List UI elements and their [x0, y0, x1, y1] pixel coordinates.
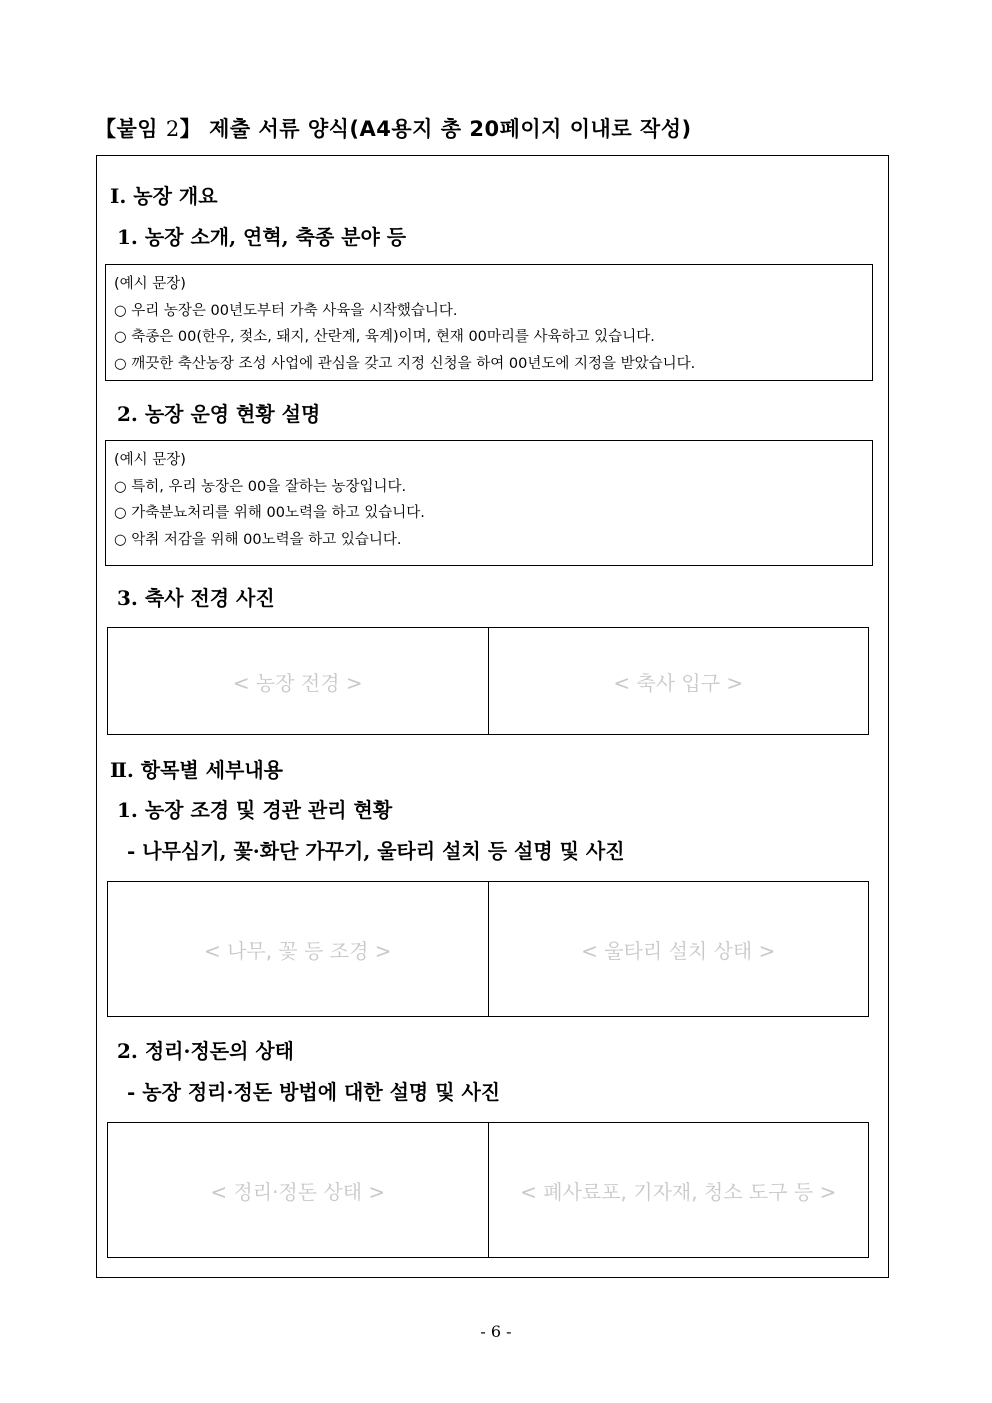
example-box-farm-operation: [105, 440, 873, 566]
section-1-title: Ⅰ. 농장 개요: [110, 184, 218, 208]
example-label: (예시 문장): [114, 452, 186, 468]
photo-placeholder-barn-entrance: < 축사 입구 >: [488, 628, 869, 734]
document-heading: 【붙임 2】 제출 서류 양식(A4용지 총 20페이지 이내로 작성): [95, 117, 692, 141]
section-1-3-title: 3. 축사 전경 사진: [117, 586, 275, 610]
section-2-title: Ⅱ. 항목별 세부내용: [110, 758, 283, 782]
photo-placeholder-farm-view: < 농장 전경 >: [232, 670, 363, 695]
example-line: ○ 우리 농장은 00년도부터 가축 사육을 시작했습니다.: [114, 302, 458, 319]
photo-table-landscape: [107, 881, 869, 1017]
page-number: - 6 -: [480, 1322, 512, 1341]
example-box-farm-intro: [105, 264, 873, 381]
photo-placeholder-organization: < 정리·정돈 상태 >: [210, 1179, 386, 1204]
section-2-2-desc: - 농장 정리·정돈 방법에 대한 설명 및 사진: [127, 1080, 501, 1104]
example-line: ○ 가축분뇨처리를 위해 00노력을 하고 있습니다.: [114, 505, 425, 521]
section-1-2-title: 2. 농장 운영 현황 설명: [117, 402, 321, 426]
example-label: (예시 문장): [114, 276, 186, 292]
example-line: ○ 특히, 우리 농장은 00을 잘하는 농장입니다.: [114, 478, 407, 495]
photo-table-barn: [107, 627, 869, 735]
photo-placeholder-equipment: < 폐사료포, 기자재, 청소 도구 등 >: [488, 1123, 869, 1257]
section-2-1-desc: - 나무심기, 꽃·화단 가꾸기, 울타리 설치 등 설명 및 사진: [127, 839, 625, 863]
section-2-2-title: 2. 정리·정돈의 상태: [117, 1039, 295, 1063]
photo-placeholder-landscaping: < 나무, 꽃 등 조경 >: [203, 938, 392, 963]
example-line: ○ 축종은 00(한우, 젖소, 돼지, 산란계, 육계)이며, 현재 00마리를 사육하고 있습니다.: [114, 329, 655, 345]
example-line: ○ 악취 저감을 위해 00노력을 하고 있습니다.: [114, 531, 402, 548]
section-1-1-title: 1. 농장 소개, 연혁, 축종 분야 등: [117, 225, 407, 249]
section-2-1-title: 1. 농장 조경 및 경관 관리 현황: [117, 798, 393, 822]
example-line: ○ 깨끗한 축산농장 조성 사업에 관심을 갖고 지정 신청을 하여 00년도에 지정을 받았습니다.: [114, 355, 696, 372]
photo-table-organization: [107, 1122, 869, 1258]
photo-placeholder-fence: < 울타리 설치 상태 >: [488, 882, 869, 1016]
